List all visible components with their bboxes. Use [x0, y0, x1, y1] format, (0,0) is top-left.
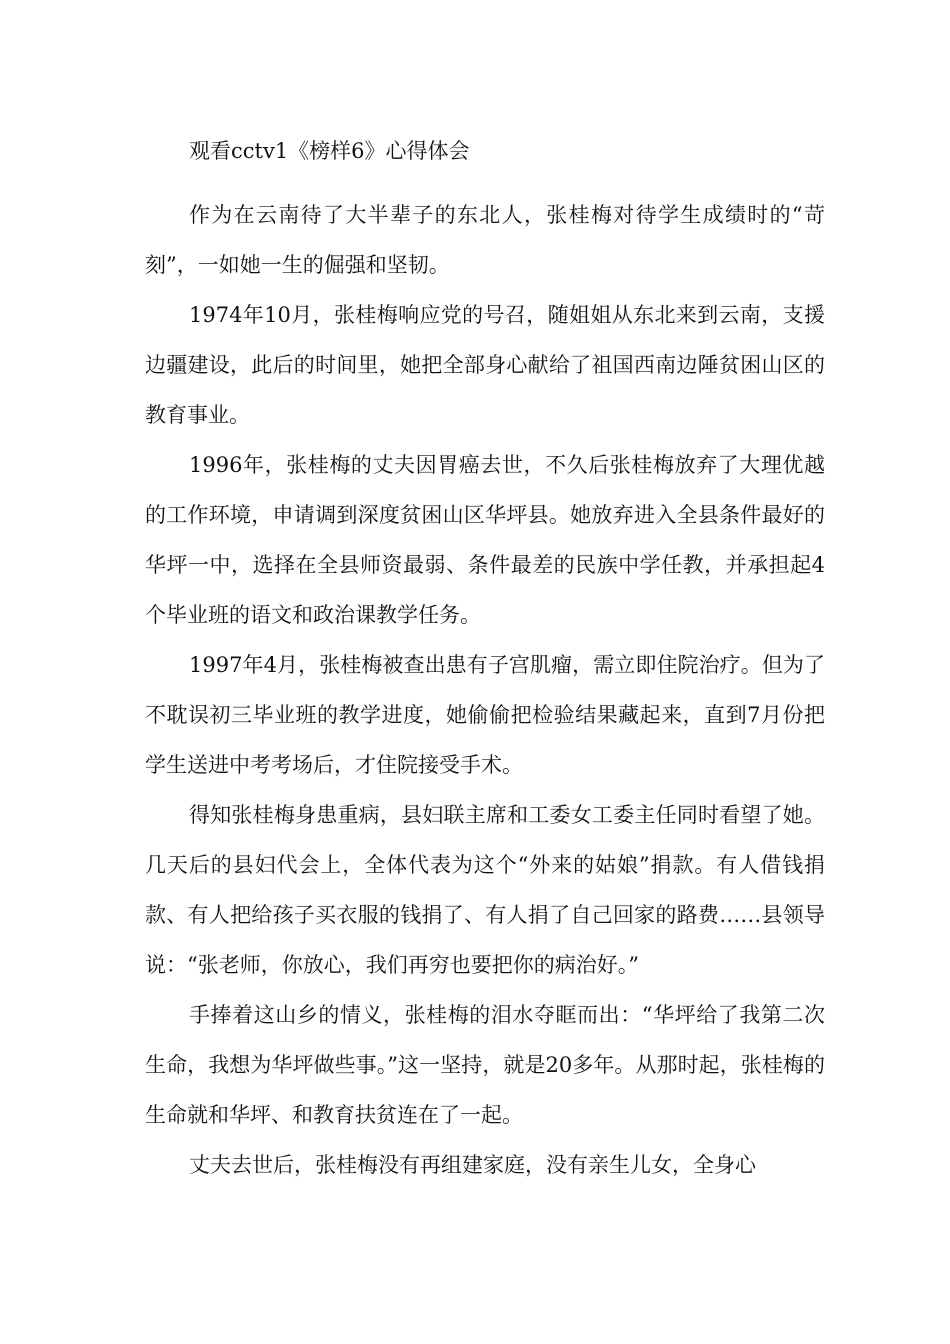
paragraph-4: 1997年4月，张桂梅被查出患有子宫肌瘤，需立即住院治疗。但为了不耽误初三毕业班的教学进度，她偷偷把检验结果藏起来，直到7月份把学生送进中考考场后，才住院接受手术。	[145, 653, 825, 777]
document-title: 观看cctv1《榜样6》心得体会	[189, 139, 470, 163]
paragraph-2: 1974年10月，张桂梅响应党的号召，随姐姐从东北来到云南，支援边疆建设，此后的时间里，她把全部身心献给了祖国西南边陲贫困山区的教育事业。	[145, 303, 825, 427]
paragraph-1: 作为在云南待了大半辈子的东北人，张桂梅对待学生成绩时的“苛刻”，一如她一生的倔强和坚韧。	[145, 203, 825, 277]
paragraph-7: 丈夫去世后，张桂梅没有再组建家庭，没有亲生儿女，全身心	[189, 1153, 756, 1177]
document-body	[145, 134, 825, 1190]
paragraph-6: 手捧着这山乡的情义，张桂梅的泪水夺眶而出：“华坪给了我第二次生命，我想为华坪做些事。”这一坚持，就是20多年。从那时起，张桂梅的生命就和华坪、和教育扶贫连在了一起。	[145, 1003, 825, 1127]
paragraph-5: 得知张桂梅身患重病，县妇联主席和工委女工委主任同时看望了她。几天后的县妇代会上，全体代表为这个“外来的姑娘”捐款。有人借钱捐款、有人把给孩子买衣服的钱捐了、有人捐了自己回家的路费……县领导说：“张老师，你放心，我们再穷也要把你的病治好。”	[145, 803, 825, 977]
paragraph-3: 1996年，张桂梅的丈夫因胃癌去世，不久后张桂梅放弃了大理优越的工作环境，申请调到深度贫困山区华坪县。她放弃进入全县条件最好的华坪一中，选择在全县师资最弱、条件最差的民族中学任教，并承担起4个毕业班的语文和政治课教学任务。	[145, 453, 825, 627]
